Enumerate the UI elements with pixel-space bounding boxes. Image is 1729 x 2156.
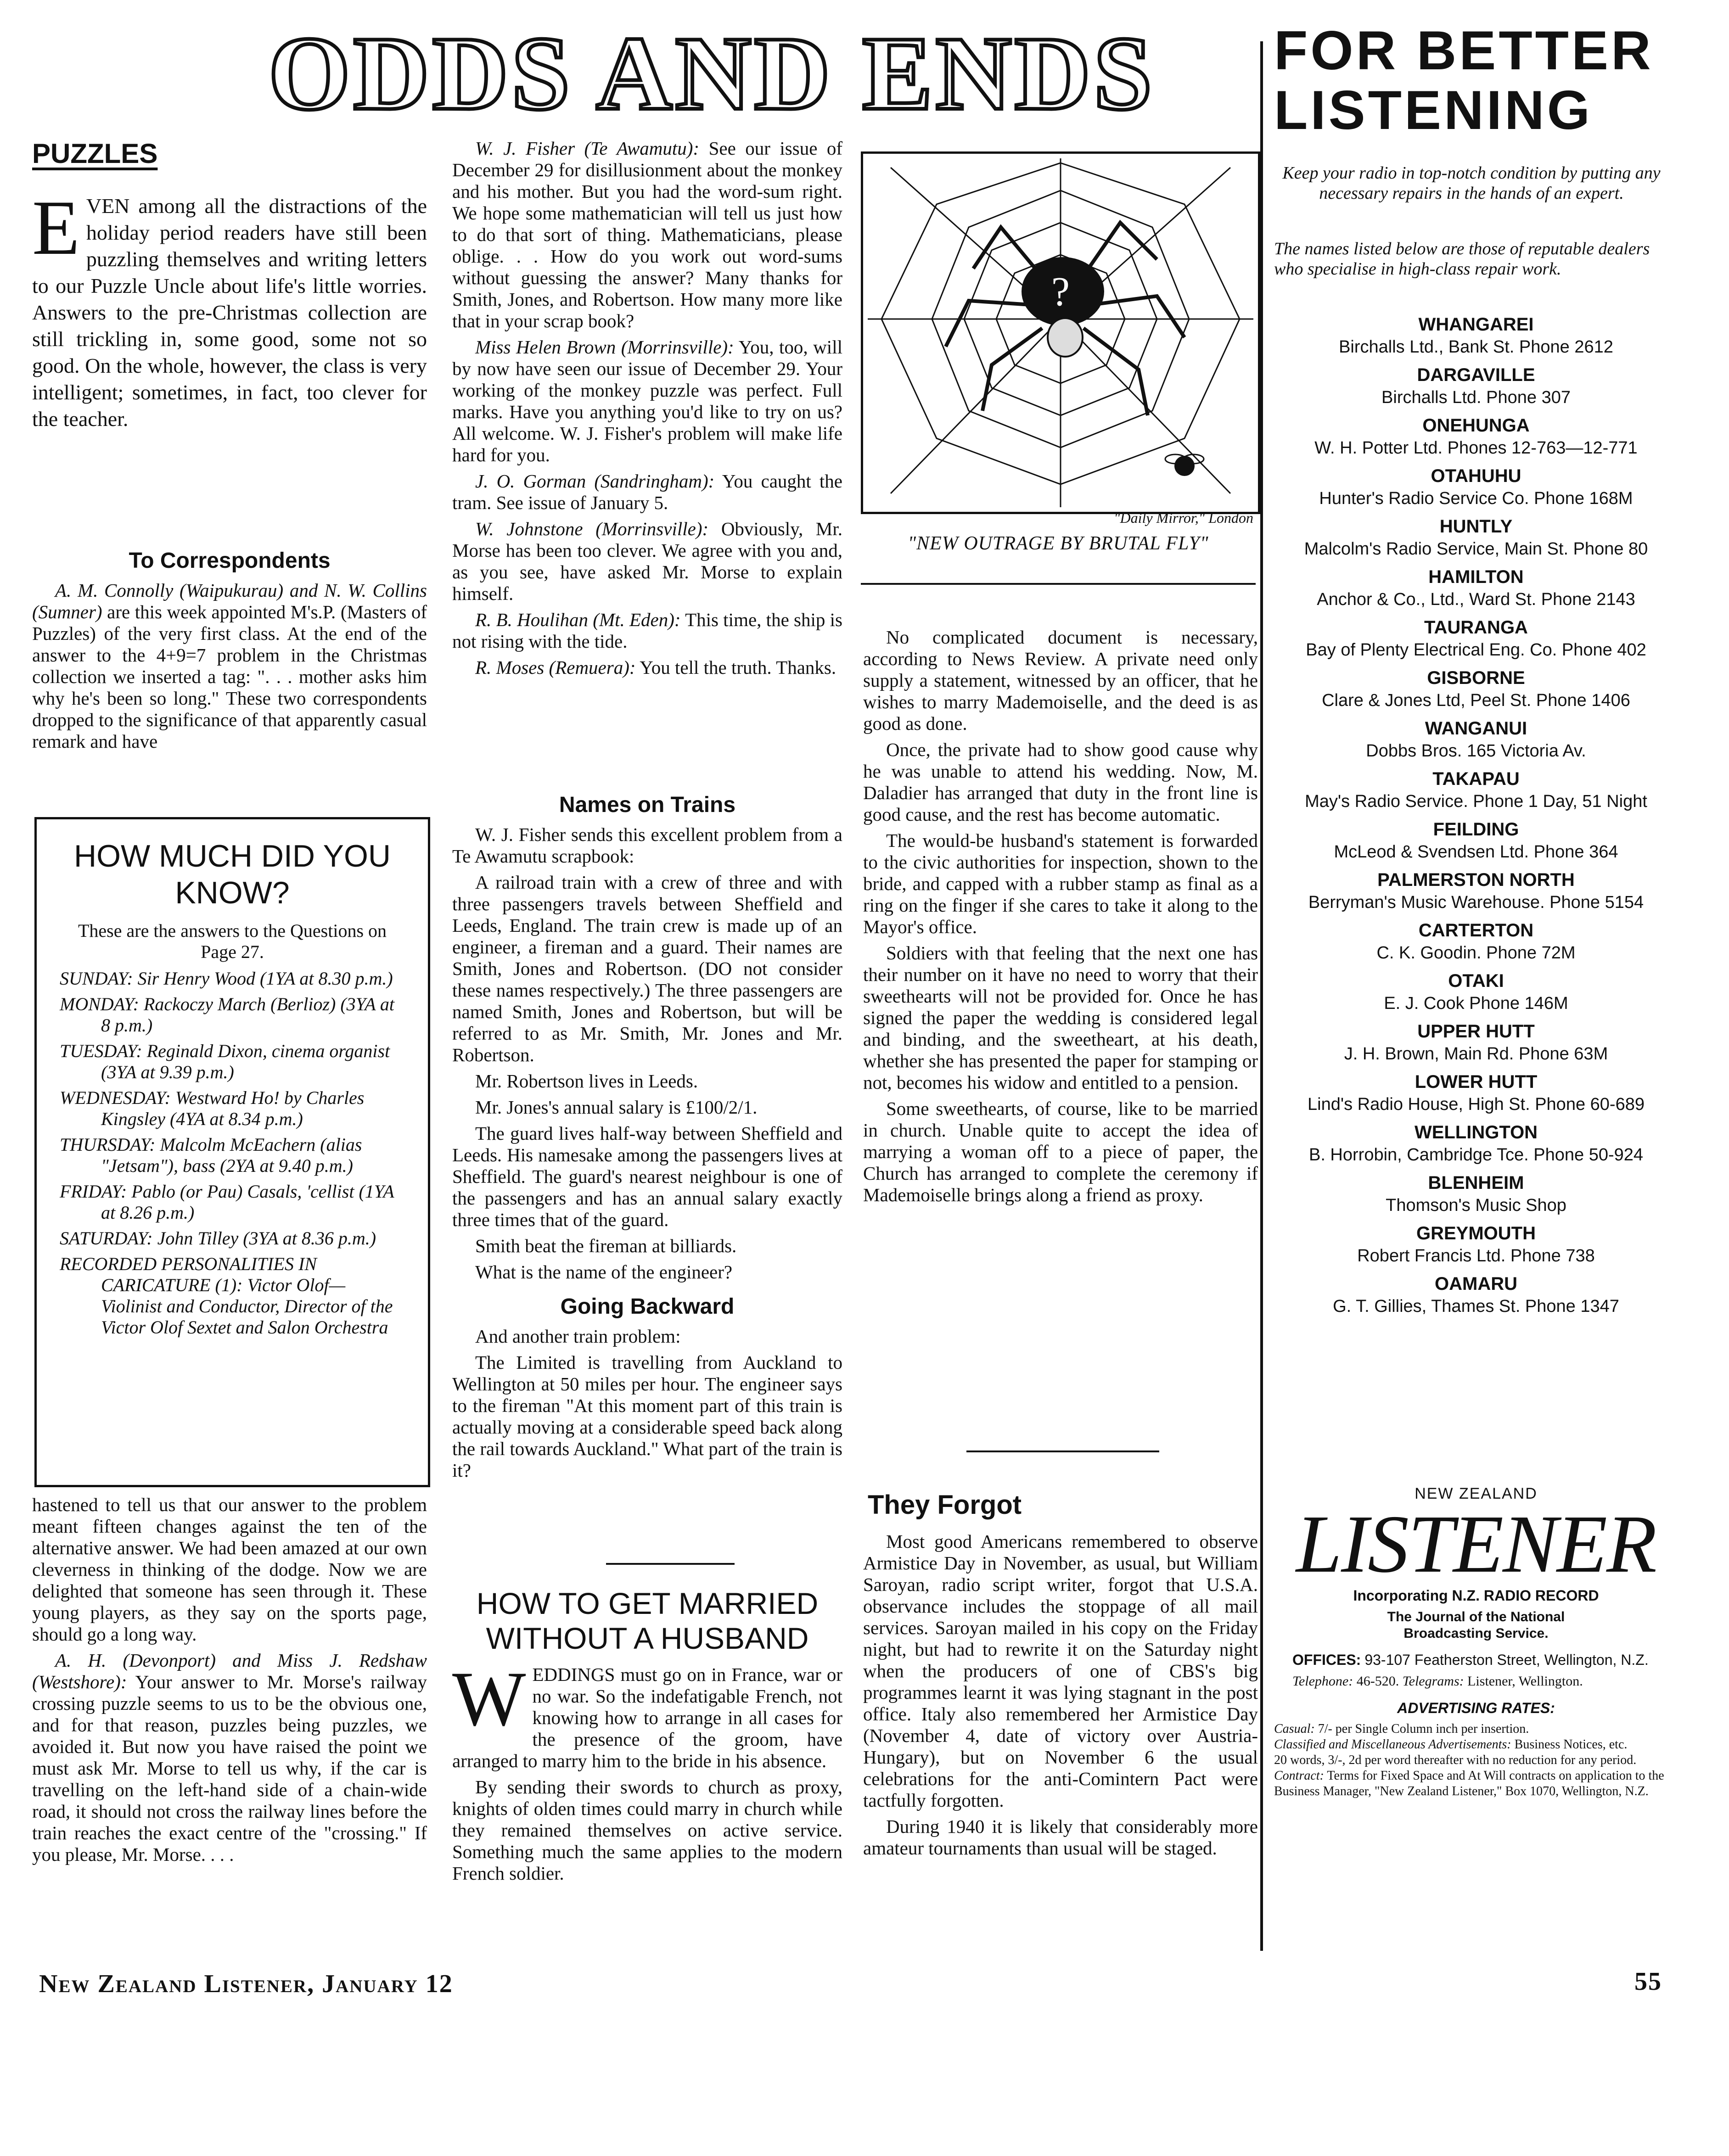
dealer-firm: C. K. Goodin. Phone 72M: [1376, 943, 1576, 963]
quiz-answers: [60, 968, 405, 1338]
telegrams-label: Telegrams:: [1402, 1674, 1464, 1689]
correspondent-names: A. M. Connolly (Waipukurau) and N. W. Collins (Sumner): [32, 580, 427, 622]
telephone-label: Telephone:: [1292, 1674, 1353, 1689]
letter-name: J. O. Gorman (Sandringham):: [475, 470, 715, 492]
dealer-town: UPPER HUTT: [1417, 1021, 1535, 1042]
classified-label: Classified and Miscellaneous Advertisements:: [1274, 1737, 1511, 1752]
letter-reply: [452, 518, 842, 605]
trains-para: The guard lives half-way between Sheffield and Leeds. His namesake among the passengers lives at Sheffield. The guard's nearest neighbour is one of the passengers and has an annual salary exactly three times that of the guard.: [452, 1123, 842, 1230]
listener-pre: NEW ZEALAND: [1415, 1485, 1538, 1502]
page-number: 55: [1634, 1967, 1662, 1996]
dealer-firm: McLeod & Svendsen Ltd. Phone 364: [1334, 842, 1618, 862]
married-p1-text: EDDINGS must go on in France, war or no war. So the indefatigable French, not knowing how to arrange in all cases for the presence of the groom, have arranged to marry him to the bride in his absence.: [452, 1664, 842, 1771]
telegrams-text: Listener, Wellington.: [1467, 1674, 1583, 1689]
dealer-firm: Berryman's Music Warehouse. Phone 5154: [1308, 893, 1644, 912]
quiz-answer: MONDAY: Rackoczy March (Berlioz) (3YA at 8 p.m.): [60, 994, 394, 1036]
offices-text: 93-107 Featherston Street, Wellington, N.Z.: [1364, 1652, 1649, 1668]
svg-text:?: ?: [1051, 269, 1070, 314]
classified-text: Business Notices, etc.: [1514, 1737, 1628, 1752]
dealer-firm: Malcolm's Radio Service, Main St. Phone 80: [1304, 539, 1648, 559]
letter-reply: [452, 609, 842, 652]
dealer-town: WHANGAREI: [1418, 314, 1534, 335]
letter-text: You, too, will by now have seen our issue of December 29. Your working of the monkey puzzle was perfect. Full marks. Have you anything you'd like to try on us? All welcome. W. J. Fisher's problem will make life hard for you.: [452, 336, 842, 465]
telephone-text: 46-520.: [1356, 1674, 1399, 1689]
letter-reply: [452, 470, 842, 514]
quiz-intro: These are the answers to the Questions on Page 27.: [78, 920, 387, 962]
forgot-block: [863, 1531, 1258, 1864]
listener-logo: LISTENER: [1296, 1498, 1656, 1590]
cartoon-credit: "Daily Mirror," London: [1114, 510, 1253, 526]
letter-text: See our issue of December 29 for disillusionment about the monkey and his mother. But you had the word-sum right. We hope some mathematician will tell us just how to do that sort of thing. Mathematicians, please oblige. . . How do you work out word-sums without guessing the answer? Many thanks for Smith, Jones, and Robertson. How many more like that in your scrap book?: [452, 138, 843, 331]
forgot-para: Most good Americans remembered to observe Armistice Day in November, as usual, but William Saroyan, radio script writer, forgot that U.S.A. observance includes the stoppage of all mail services. Saroyan mailed in his copy on the Friday night, but had to rewrite it on the Saturday night when the producers of one of CBS's big programmes learnt it was lying stagnant in the post office. Italy also remembered her Armistice Day (November 4, date of victory over Austria-Hungary), but on November 6 the usual celebrations for the anti-Comintern Pact were tactfully forgotten.: [863, 1531, 1258, 1811]
dealer-firm: Bay of Plenty Electrical Eng. Co. Phone 402: [1306, 640, 1646, 660]
short-rule-col3: [966, 1450, 1159, 1452]
footer-publication: New Zealand Listener, January 12: [39, 1970, 453, 1998]
section-heading-puzzles: PUZZLES: [32, 138, 158, 169]
dealer-firm: B. Horrobin, Cambridge Tce. Phone 50-924: [1308, 1145, 1644, 1165]
puzzles-continued: [32, 1494, 427, 1870]
quiz-answer: SATURDAY: John Tilley (3YA at 8.36 p.m.): [60, 1228, 376, 1249]
quiz-answer: FRIDAY: Pablo (or Pau) Casals, 'cellist (1YA at 8.26 p.m.): [60, 1181, 394, 1223]
dealer-town: CARTERTON: [1418, 920, 1534, 941]
dealer-town: GISBORNE: [1427, 668, 1525, 688]
letters-block: [452, 138, 842, 683]
dealer-town: TAKAPAU: [1432, 769, 1520, 789]
dealer-town: OTAKI: [1448, 971, 1504, 991]
dealer-town: BLENHEIM: [1428, 1173, 1524, 1193]
trains-para: Mr. Jones's annual salary is £100/2/1.: [475, 1097, 758, 1118]
masthead-title: ODDS AND ENDS: [268, 15, 1155, 132]
letter-name: W. Johnstone (Morrinsville):: [475, 518, 709, 539]
quiz-answer: RECORDED PERSONALITIES IN CARICATURE (1): Victor Olof—Violinist and Conductor, Director of the Victor Olof Sextet and Salon Orchestra: [60, 1254, 393, 1338]
trains-paras: [452, 824, 842, 1283]
rates-casual: [1274, 1721, 1678, 1737]
puzzles-intro-text: VEN among all the distractions of the holiday period readers have still been puzzling themselves and writing letters to our Puzzle Uncle about life's little worries. Answers to the pre-Christmas collection are still trickling in, some good, some not so good. On the whole, however, the class is very intelligent; sometimes, in fact, too clever for the teacher.: [32, 194, 427, 431]
married-para: No complicated document is necessary, according to News Review. A private need only supply a statement, witnessed by an officer, that he wishes to marry Mademoiselle, and the deed is as good as done.: [863, 627, 1258, 734]
dropcap-w: W: [452, 1656, 526, 1742]
dealer-firm: E. J. Cook Phone 146M: [1384, 994, 1568, 1013]
quiz-answer: WEDNESDAY: Westward Ho! by Charles Kingsley (4YA at 8.34 p.m.): [60, 1087, 365, 1129]
dealer-firm: Lind's Radio House, High St. Phone 60-689: [1308, 1095, 1645, 1114]
puzzles-intro: [32, 185, 427, 432]
spider-web-illustration: [863, 154, 1258, 512]
dealer-town: OTAHUHU: [1431, 466, 1521, 486]
listening-intro-1: Keep your radio in top-notch condition by putting any necessary repairs in the hands of an expert.: [1282, 163, 1661, 203]
quiz-title: HOW MUCH DID YOU KNOW?: [73, 839, 391, 910]
married-block: [452, 1656, 842, 1889]
trains-block: [452, 794, 842, 1486]
trains-para: W. J. Fisher sends this excellent problem from a Te Awamutu scrapbook:: [452, 824, 842, 867]
subheading-correspondents: To Correspondents: [129, 549, 331, 573]
dropcap-e: E: [32, 185, 80, 271]
quiz-answer: SUNDAY: Sir Henry Wood (1YA at 8.30 p.m.): [60, 968, 393, 989]
dealer-town: DARGAVILLE: [1417, 365, 1535, 385]
married-continued: [863, 627, 1258, 1210]
dealer-town: WELLINGTON: [1414, 1122, 1538, 1142]
letter-text: Obviously, Mr. Morse has been too clever. We agree with you and, as you see, have asked Mr. Morse to explain himself.: [452, 518, 843, 604]
dealer-firm: J. H. Brown, Main Rd. Phone 63M: [1344, 1044, 1608, 1064]
letter-name: R. Moses (Remuera):: [475, 657, 636, 678]
listening-intro-2: The names listed below are those of reputable dealers who specialise in high-class repair work.: [1274, 239, 1650, 279]
listener-offices: [1292, 1651, 1678, 1669]
dealer-town: PALMERSTON NORTH: [1377, 870, 1575, 890]
trains-para: Mr. Robertson lives in Leeds.: [475, 1070, 698, 1092]
rates-contract: [1274, 1768, 1678, 1799]
dealer-town: HAMILTON: [1428, 567, 1524, 587]
dealer-firm: Thomson's Music Shop: [1386, 1196, 1566, 1215]
correspondents-para: [32, 580, 427, 752]
backward-para: And another train problem:: [475, 1326, 681, 1347]
married-heading: HOW TO GET MARRIED WITHOUT A HUSBAND: [476, 1586, 819, 1655]
spider-cartoon: [861, 151, 1260, 514]
letter-reply: [452, 138, 842, 332]
dealer-town: WANGANUI: [1425, 718, 1527, 739]
dealer-list: [1274, 308, 1678, 1317]
forgot-para: During 1940 it is likely that considerably more amateur tournaments than usual will be staged.: [863, 1816, 1258, 1859]
subheading-names-on-trains: Names on Trains: [559, 793, 736, 817]
listening-title: FOR BETTER LISTENING: [1274, 20, 1654, 141]
contract-label: Contract:: [1274, 1769, 1324, 1783]
continued-text: hastened to tell us that our answer to the problem meant fifteen changes against the ten of the alternative answer. We had been amazed at our own cleverness in thinking of the dodge. Now we are delighted that someone has seen through it. These young players, as they say on the sports page, should go a long way.: [32, 1494, 427, 1645]
listener-telephone: [1292, 1673, 1678, 1690]
quiz-answer: THURSDAY: Malcolm McEachern (alias "Jetsam"), bass (2YA at 9.40 p.m.): [60, 1134, 362, 1176]
dealer-town: GREYMOUTH: [1416, 1223, 1536, 1243]
letter-text: You tell the truth. Thanks.: [640, 657, 836, 678]
rates-heading: ADVERTISING RATES:: [1397, 1700, 1555, 1716]
married-para: Some sweethearts, of course, like to be married in church. Unable quite to accept the idea of marrying a woman off to a piece of paper, the Church has arranged to complete the ceremony if Mademoiselle brings along a friend as proxy.: [863, 1098, 1258, 1205]
dealer-firm: May's Radio Service. Phone 1 Day, 51 Night: [1305, 792, 1647, 811]
short-rule-col2: [606, 1563, 735, 1565]
dealer-town: OAMARU: [1435, 1274, 1517, 1294]
trains-para: A railroad train with a crew of three and with three passengers travels between Sheffield and Leeds, England. The train crew is made up of an engineer, a fireman and a guard. Their names are Smith, Jones and Robertson. (DO not consider these names respectively.) The three passengers are named Smith, Jones and Robertson, but will be referred to as Mr. Smith, Mr. Jones and Mr. Robertson.: [452, 872, 842, 1065]
dealer-firm: Birchalls Ltd., Bank St. Phone 2612: [1339, 337, 1613, 357]
married-para: Once, the private had to show good cause why he was unable to attend his wedding. Now, M. Daladier has arranged that duty in the front line is good cause, and the rest has become automatic.: [863, 739, 1258, 825]
dealer-town: TAURANGA: [1424, 617, 1528, 638]
letter-name: Miss Helen Brown (Morrinsville):: [475, 336, 734, 358]
married-p1: [452, 1656, 842, 1772]
dealer-town: LOWER HUTT: [1415, 1072, 1538, 1092]
listener-journal: The Journal of the National Broadcasting Service.: [1387, 1609, 1565, 1641]
forgot-heading: They Forgot: [868, 1490, 1022, 1520]
dealer-firm: Anchor & Co., Ltd., Ward St. Phone 2143: [1317, 590, 1635, 609]
casual-label: Casual:: [1274, 1722, 1315, 1736]
dealer-firm: Birchalls Ltd. Phone 307: [1381, 388, 1571, 407]
rates-classified: [1274, 1737, 1678, 1753]
correspondents-block: [32, 537, 427, 757]
casual-text: 7/- per Single Column inch per insertion.: [1318, 1722, 1529, 1736]
letter-text: This time, the ship is not rising with the tide.: [452, 609, 843, 652]
dealer-town: ONEHUNGA: [1422, 415, 1530, 436]
column-divider: [1260, 41, 1263, 1951]
letter-text: You caught the tram. See issue of January 5.: [452, 470, 842, 513]
backward-para: The Limited is travelling from Auckland to Wellington at 50 miles per hour. The engineer says to the fireman "At this moment part of this train is actually moving at a considerable speed back along the rail towards Auckland." What part of the train is it?: [452, 1352, 842, 1481]
redshaw-para: [32, 1650, 427, 1865]
rates-words: 20 words, 3/-, 2d per word thereafter with no reduction for any period.: [1274, 1753, 1637, 1767]
dealer-firm: Dobbs Bros. 165 Victoria Av.: [1366, 741, 1586, 761]
trains-para: What is the name of the engineer?: [475, 1261, 733, 1282]
redshaw-text: Your answer to Mr. Morse's railway crossing puzzle seems to us to be the obvious one, and for that reason, puzzles being puzzles, we avoided it. But now you have raised the point we must ask Mr. Morse to tell us why, if the car is travelling on the left-hand side of a chain-wide road, it should not cross the railway lines before the train reaches the exact centre of the "crossing." If you please, Mr. Morse. . . .: [32, 1671, 427, 1865]
dealer-town: HUNTLY: [1439, 516, 1513, 537]
correspondents-text: are this week appointed M's.P. (Masters of Puzzles) of the very first class. At the end of the answer to the 4+9=7 problem in the Christmas collection we inserted a tag: ". . . mother asks him why he's been so long." These two correspondents dropped to the significance of that apparently casual remark and have: [32, 601, 427, 752]
married-p2: By sending their swords to church as proxy, knights of olden times could marry in church while they remained themselves on active service. Something much the same applies to the modern French soldier.: [452, 1776, 842, 1884]
quiz-answer: TUESDAY: Reginald Dixon, cinema organist (3YA at 9.39 p.m.): [60, 1041, 390, 1082]
subheading-going-backward: Going Backward: [560, 1294, 735, 1319]
contract-text: Terms for Fixed Space and At Will contracts on application to the Business Manager, "New Zealand Listener," Box 1070, Wellington, N.Z.: [1274, 1769, 1664, 1798]
redshaw-name: A. H. (Devonport) and Miss J. Redshaw (Westshore):: [32, 1650, 427, 1692]
dealer-firm: Robert Francis Ltd. Phone 738: [1357, 1246, 1595, 1266]
dealer-firm: Hunter's Radio Service Co. Phone 168M: [1319, 489, 1633, 508]
dealer-firm: G. T. Gillies, Thames St. Phone 1347: [1333, 1297, 1619, 1316]
letter-reply: [452, 336, 842, 466]
listener-incorporating: Incorporating N.Z. RADIO RECORD: [1353, 1587, 1599, 1604]
dealer-firm: Clare & Jones Ltd, Peel St. Phone 1406: [1322, 691, 1630, 710]
dealer-town: FEILDING: [1433, 819, 1519, 840]
rule-under-caption: [861, 583, 1256, 585]
offices-label: OFFICES:: [1292, 1652, 1361, 1668]
trains-para: Smith beat the fireman at billiards.: [475, 1235, 737, 1256]
married-para: Soldiers with that feeling that the next one has their number on it have no need to worry that their sweethearts will not be provided for. Once he has signed the paper the wedding is considered legal and binding, and the sweetheart, at his death, whether she has presented the paper for stamping or not, becomes his widow and entitled to a pension.: [863, 942, 1258, 1093]
listener-info: [1274, 1485, 1678, 1799]
dealer-firm: W. H. Potter Ltd. Phones 12-763—12-771: [1314, 438, 1638, 458]
married-para: The would-be husband's statement is forwarded to the civic authorities for inspection, shown to the bride, and capped with a rubber stamp as final as a ring on the finger if she cares to take it along to the Mayor's office.: [863, 830, 1258, 937]
cartoon-caption: "NEW OUTRAGE BY BRUTAL FLY": [908, 533, 1209, 554]
letter-reply: [452, 657, 842, 678]
backward-paras: [452, 1326, 842, 1481]
letter-name: W. J. Fisher (Te Awamutu):: [475, 138, 700, 159]
letter-name: R. B. Houlihan (Mt. Eden):: [475, 609, 681, 630]
quiz-box: [34, 817, 430, 1487]
